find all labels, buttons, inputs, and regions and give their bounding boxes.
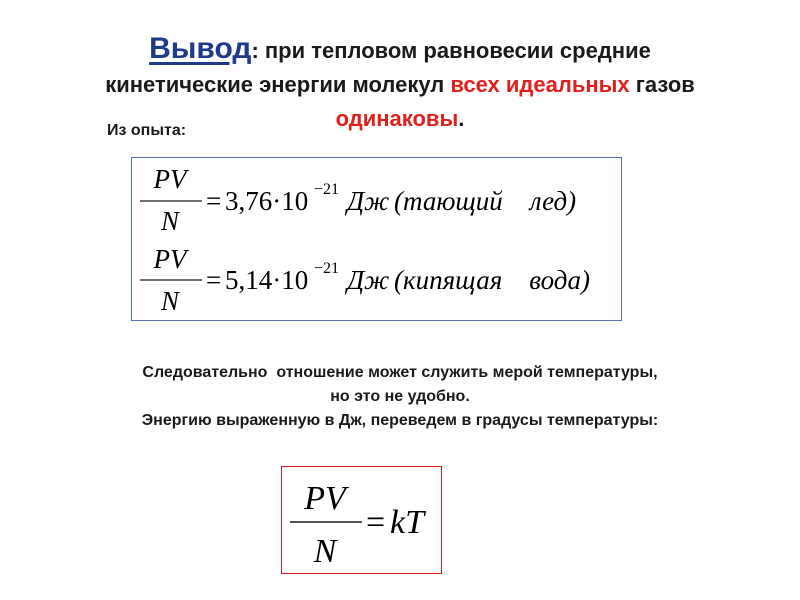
conclusion-line-2: но это не удобно. [330,388,470,405]
title-highlight-same: одинаковы [335,106,459,131]
title-line-1 [0,32,800,68]
final-numerator: PV [304,480,346,517]
eq2-denominator: N [160,286,180,316]
title-line2-text: кинетические энергии молекул [105,72,451,97]
final-formula-svg [282,467,443,575]
conclusion-text [0,361,800,433]
eq2-value: 5,14·10 [225,265,309,295]
title-line2-end: газов [629,72,695,97]
eq1-value: 3,76·10 [225,186,309,216]
eq2-numerator: PV [153,244,187,274]
title-line-2 [0,68,800,102]
final-rhs: kT [390,504,424,541]
final-denominator: N [313,533,337,570]
eq2-equals: = [206,265,222,295]
slide-title [0,32,800,136]
eq2-condition: (кипящая вода) [394,265,590,295]
experiment-label: Из опыта: [107,122,187,139]
eq1-denominator: N [160,206,180,236]
conclusion-line-1: Следовательно отношение может служить мерой температуры, [142,364,658,381]
eq1-unit: Дж [347,186,390,216]
eq2-unit: Дж [347,265,390,295]
equation-melting-ice [140,164,576,236]
title-colon: : [251,38,259,63]
eq1-numerator: PV [153,164,187,194]
equation-boiling-water [140,244,590,316]
final-formula-box [281,466,442,574]
conclusion-line-3: Энергию выраженную в Дж, переведем в градусы температуры: [141,412,659,429]
title-line1-text: при тепловом равновесии средние [258,38,651,63]
eq2-exponent: −21 [314,260,340,277]
experimental-equations-box [131,157,622,321]
title-lead-word: Вывод [149,32,252,65]
title-highlight-all-ideal: всех идеальных [450,72,630,97]
eq1-equals: = [206,186,222,216]
eq1-exponent: −21 [314,181,340,198]
equations-svg [132,158,623,322]
eq1-condition: (тающий лед) [394,186,577,216]
title-period: . [458,106,465,131]
final-equals: = [366,504,386,541]
